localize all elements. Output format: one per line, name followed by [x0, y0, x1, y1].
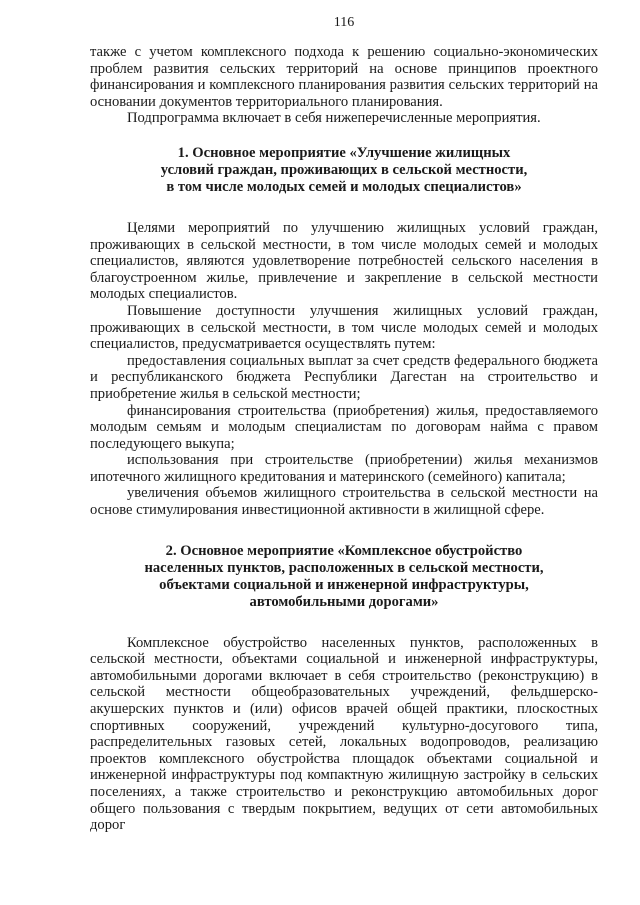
section-2-heading-line: 2. Основное мероприятие «Комплексное обустройство [165, 542, 523, 559]
intro-paragraph: также с учетом комплексного подхода к решению социально-экономических проблем развития сельских территорий на основе принципов проектного финансирования и комплексного планирования развития сельских территорий на основании документов территориального планирования. [90, 44, 598, 110]
section-1-paragraph: Повышение доступности улучшения жилищных условий граждан, проживающих в сельской местности, в том числе молодых семей и молодых специалистов, предусматривается осуществлять путем: [90, 302, 598, 353]
section-2-heading-line: автомобильными дорогами» [249, 593, 439, 610]
section-2-paragraph: Комплексное обустройство населенных пунктов, расположенных в сельской местности, объектами социальной и инженерной инфраструктуры, автомобильными дорогами включает в себя строительство (реконструкцию) в сельской местности общеобразовательных учреждений, фельдшерско-акушерских пунктов и (или) офисов врачей общей практики, плоскостных спортивных сооружений, учреждений культурно-досугового типа, распределительных газовых сетей, локальных водопроводов, реализацию проектов комплексного обустройства площадок объектами социальной и инженерной инфраструктуры под компактную жилищную застройку в сельских поселениях, а также строительство и реконструкцию автомобильных дорог общего пользования с твердым покрытием, ведущих от сети автомобильных дорог [90, 634, 598, 834]
section-1-paragraph: использования при строительстве (приобретении) жилья механизмов ипотечного жилищного кредитования и материнского (семейного) капитала; [90, 452, 598, 485]
document-page [90, 14, 598, 834]
section-1-heading-line: условий граждан, проживающих в сельской местности, [160, 161, 528, 178]
section-1-heading-line: в том числе молодых семей и молодых специалистов» [166, 178, 522, 195]
section-1-paragraph: финансирования строительства (приобретения) жилья, предоставляемого молодым семьям и молодым специалистам по договорам найма с правом последующего выкупа; [90, 402, 598, 452]
section-2-heading [90, 543, 598, 611]
section-1-heading [90, 145, 598, 196]
section-1-paragraph: предоставления социальных выплат за счет средств федерального бюджета и республиканского бюджета Республики Дагестан на строительство и приобретение жилья в сельской местности; [90, 352, 598, 402]
section-1-body [90, 220, 598, 519]
section-1-paragraph: увеличения объемов жилищного строительства в сельской местности на основе стимулирования инвестиционной активности в жилищной сфере. [90, 485, 598, 519]
section-2-heading-line: объектами социальной и инженерной инфраструктуры, [159, 576, 529, 593]
section-1-paragraph: Целями мероприятий по улучшению жилищных условий граждан, проживающих в сельской местности, в том числе молодых семей и молодых специалистов, являются удовлетворение потребностей сельского населения в благоустроенном жилье, привлечение и закрепление в сельской местности молодых специалистов. [90, 219, 598, 303]
intro-summary-paragraph: Подпрограмма включает в себя нижеперечисленные мероприятия. [127, 110, 541, 127]
section-2-body [90, 635, 598, 834]
section-1-heading-line: 1. Основное мероприятие «Улучшение жилищных [177, 144, 511, 161]
section-2-heading-line: населенных пунктов, расположенных в сельской местности, [144, 559, 544, 576]
page-number: 116 [333, 15, 355, 30]
